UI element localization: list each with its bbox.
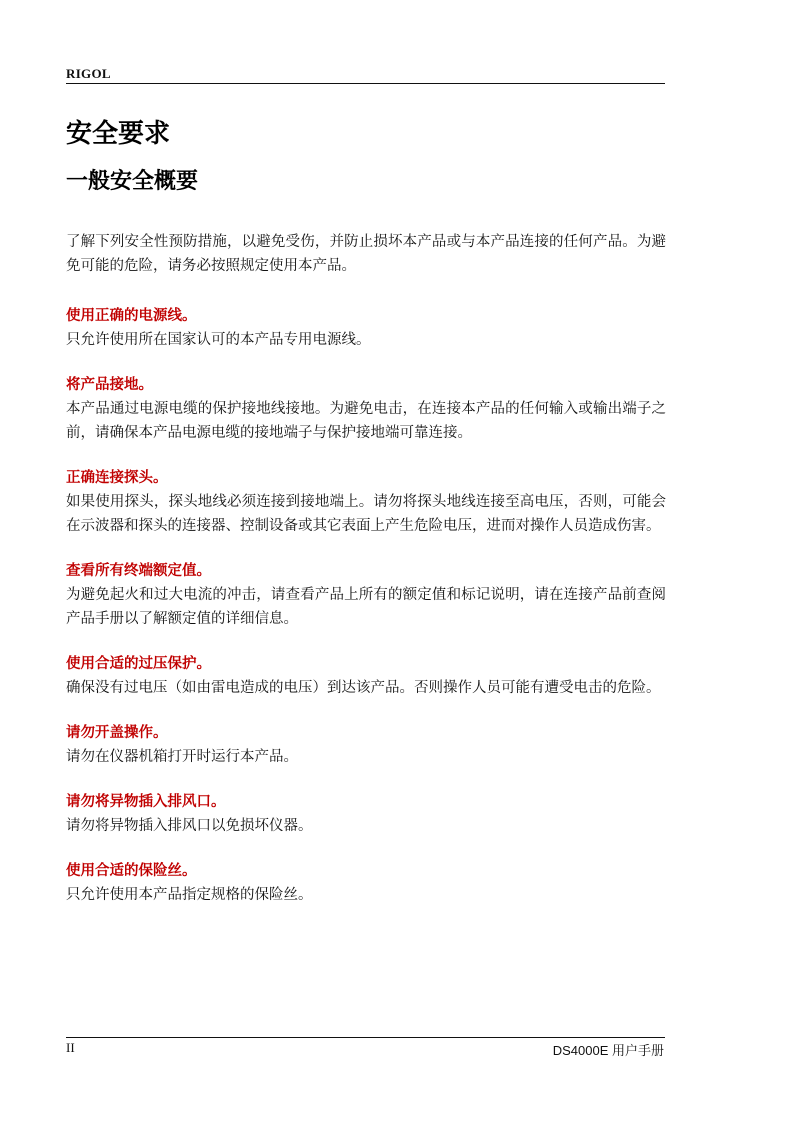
content-body [66,230,666,928]
section-heading: 使用合适的保险丝。 [66,863,197,879]
section-vents [66,790,666,838]
section-body: 请勿将异物插入排风口以免损坏仪器。 [66,818,313,834]
section-heading: 请勿开盖操作。 [66,725,168,741]
section-ratings [66,559,666,631]
section-body: 请勿在仪器机箱打开时运行本产品。 [66,749,298,765]
section-body: 确保没有过电压（如由雷电造成的电压）到达该产品。否则操作人员可能有遭受电击的危险。 [66,680,661,696]
section-body: 只允许使用所在国家认可的本产品专用电源线。 [66,332,371,348]
section-power-cord [66,304,666,352]
section-heading: 查看所有终端额定值。 [66,563,211,579]
section-heading: 使用合适的过压保护。 [66,656,211,672]
section-body: 为避免起火和过大电流的冲击，请查看产品上所有的额定值和标记说明，请在连接产品前查阅产品手册以了解额定值的详细信息。 [66,587,666,627]
section-heading: 正确连接探头。 [66,470,168,486]
section-heading: 将产品接地。 [66,377,153,393]
section-body: 只允许使用本产品指定规格的保险丝。 [66,887,313,903]
section-body: 本产品通过电源电缆的保护接地线接地。为避免电击，在连接本产品的任何输入或输出端子之前，请确保本产品电源电缆的接地端子与保护接地端可靠连接。 [66,401,666,441]
manual-name: DS4000E 用户手册 [552,1043,664,1058]
section-overvoltage [66,652,666,700]
section-grounding [66,373,666,445]
section-heading: 请勿将异物插入排风口。 [66,794,226,810]
section-fuse [66,859,666,907]
section-probe [66,466,666,538]
page-subtitle: 一般安全概要 [66,169,199,194]
section-body: 如果使用探头，探头地线必须连接到接地端上。请勿将探头地线连接至高电压，否则，可能会在示波器和探头的连接器、控制设备或其它表面上产生危险电压，进而对操作人员造成伤害。 [66,494,666,534]
header-divider [66,83,665,84]
page-number: II [66,1040,75,1055]
section-cover [66,721,666,769]
section-heading: 使用正确的电源线。 [66,308,197,324]
footer-divider [66,1037,665,1038]
intro-paragraph: 了解下列安全性预防措施，以避免受伤，并防止损坏本产品或与本产品连接的任何产品。为避免可能的危险，请务必按照规定使用本产品。 [66,234,666,274]
header-brand: RIGOL [66,66,111,81]
page-title: 安全要求 [66,119,171,149]
